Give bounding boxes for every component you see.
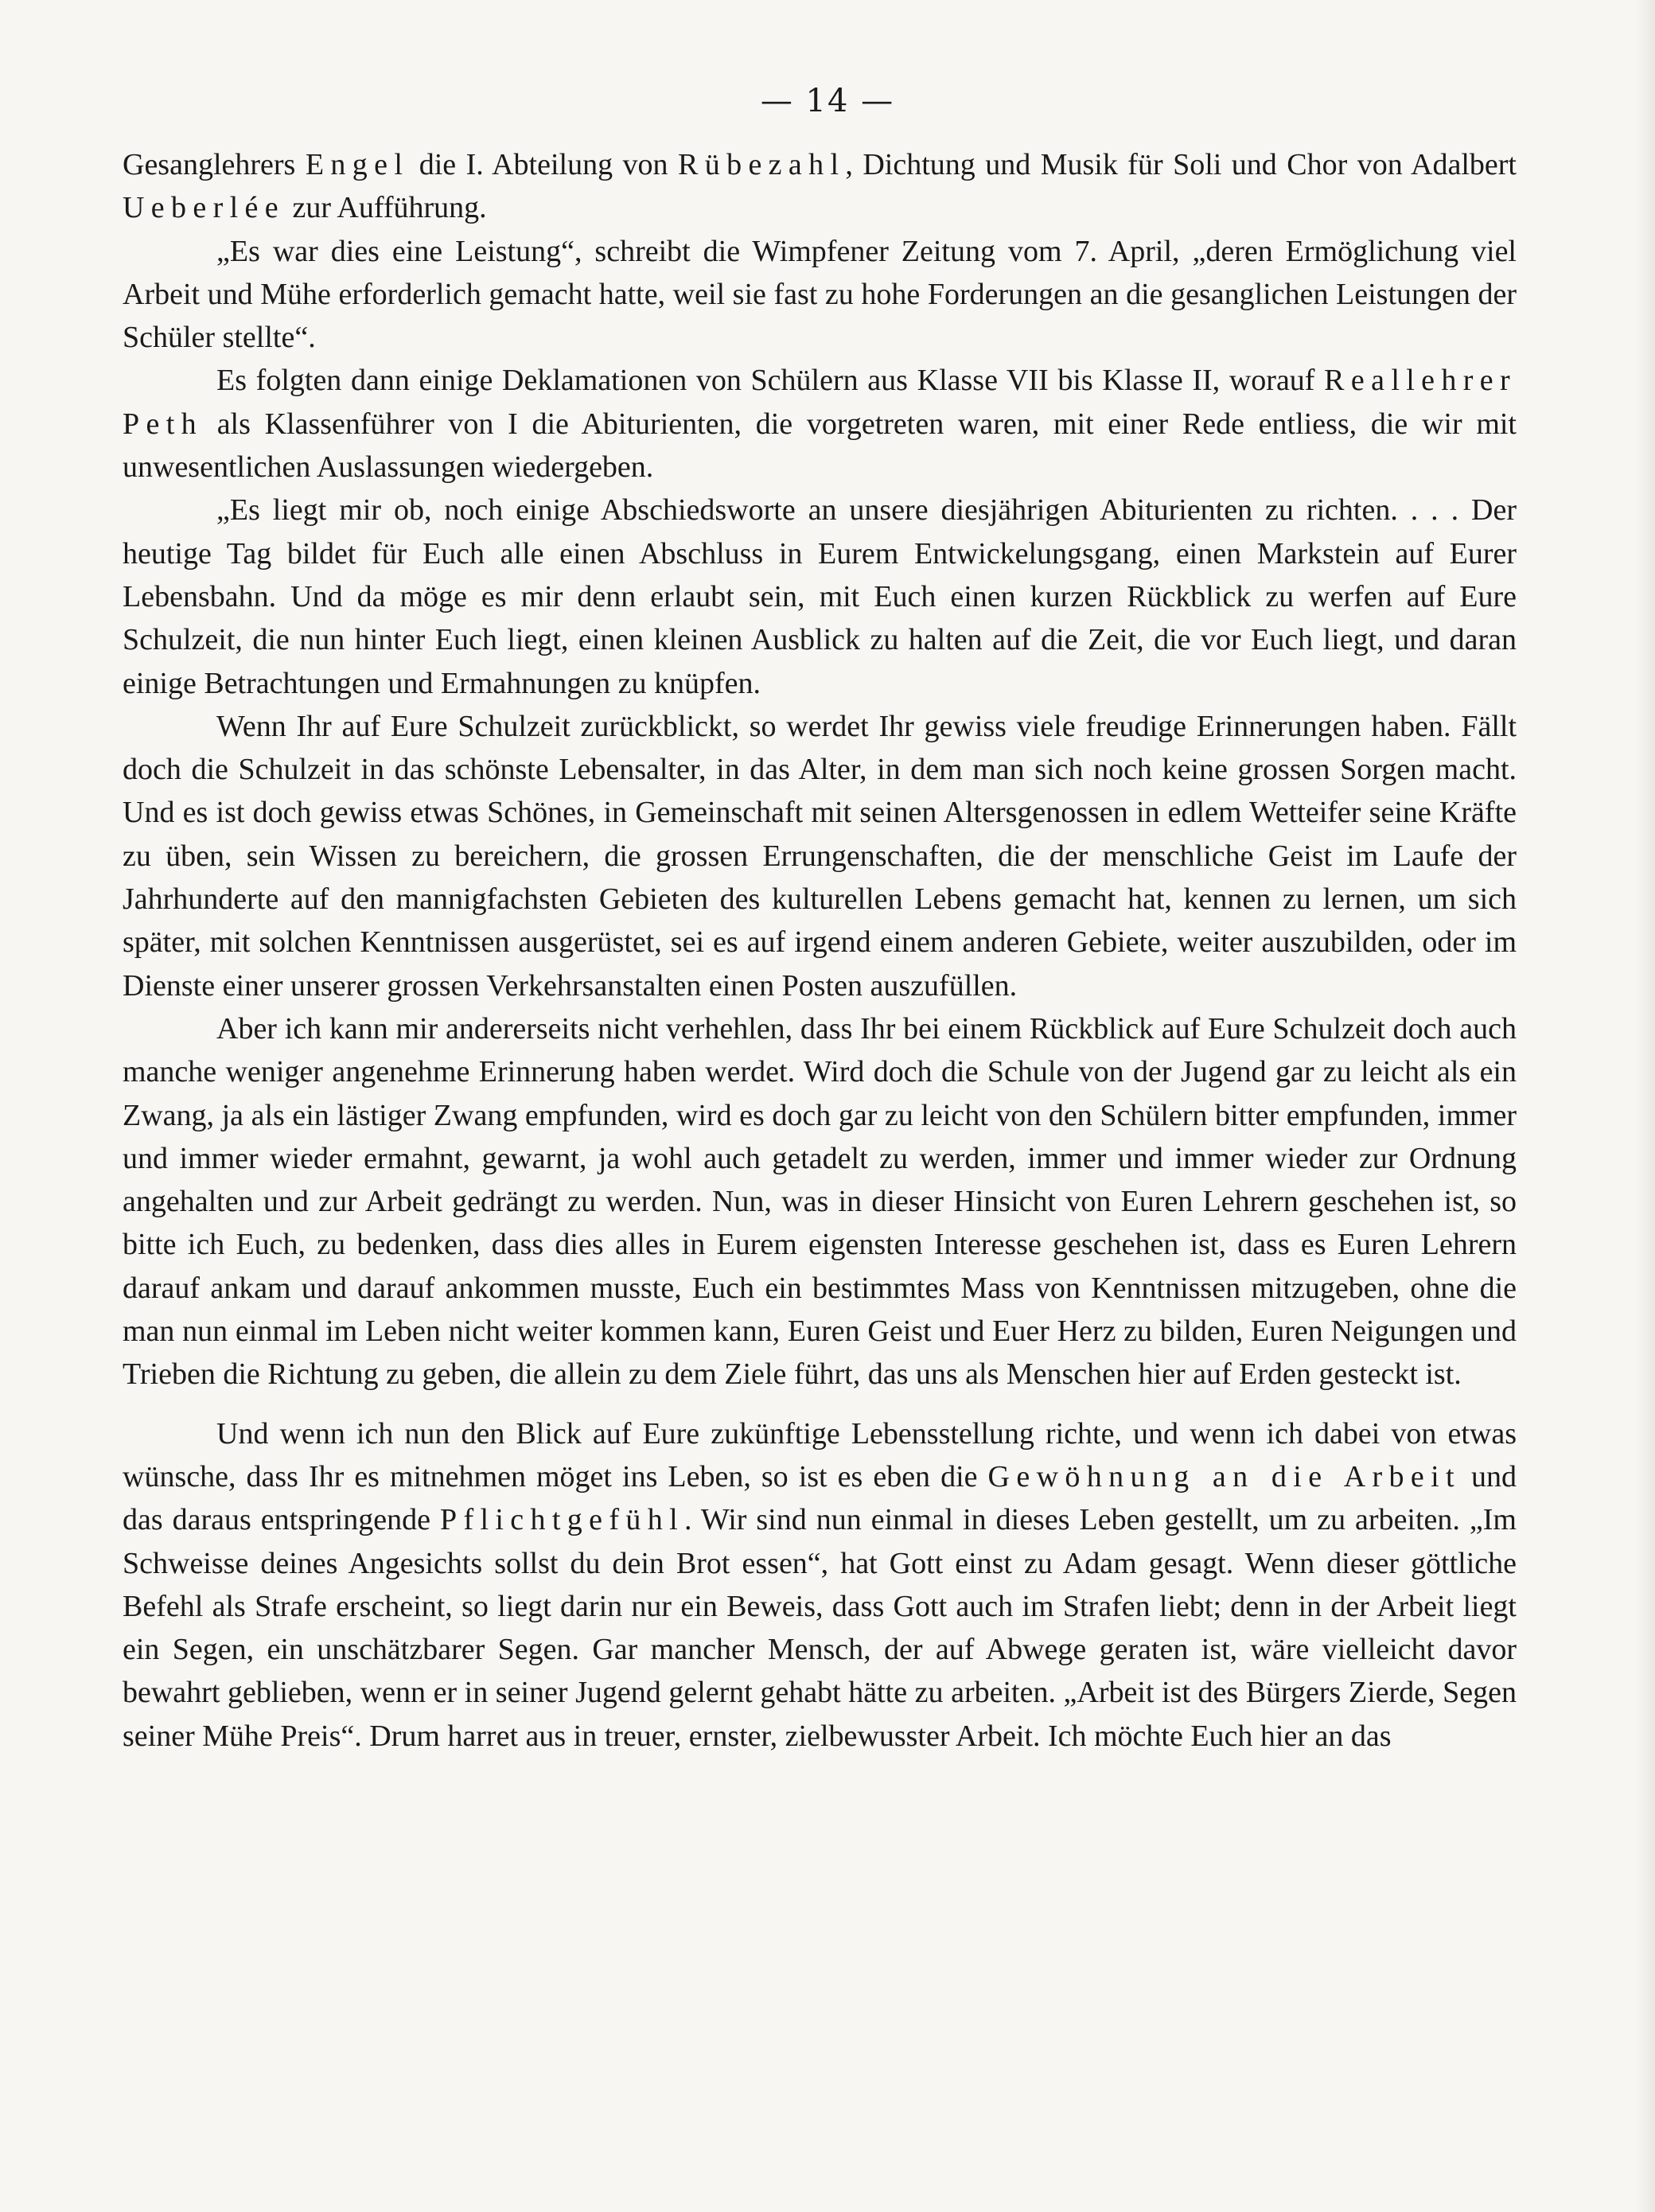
text-segment: Es folgten dann einige Deklamationen von Schülern aus Klasse VII bis Klasse II, worauf xyxy=(216,364,1325,398)
body-text xyxy=(123,143,1517,1758)
scan-edge xyxy=(1636,0,1655,2212)
text-segment: die I. Abteilung von xyxy=(409,148,679,181)
page-number: — 14 — xyxy=(760,83,895,119)
text-segment: . Wir sind nun einmal in dieses Leben gestellt, um zu arbeiten. „Im Schweisse deines Angesichts sollst du dein Brot essen“, hat Gott einst zu Adam gesagt. Wenn dieser göttliche Befehl als Strafe erscheint, so liegt darin nur ein Beweis, dass Gott auch im Strafen liebt; denn in der Arbeit liegt ein Segen, ein unschätzbarer Segen. Gar mancher Mensch, der auf Abwege geraten ist, wäre vielleicht davor bewahrt geblieben, wenn er in seiner Jugend gelernt gehabt hätte zu arbeiten. „Arbeit ist des Bürgers Zierde, Segen seiner Mühe Preis“. Drum harret aus in treuer, ernster, zielbewusster Arbeit. Ich möchte Euch hier an das xyxy=(123,1503,1517,1753)
text-segment: Gesanglehrers xyxy=(123,148,306,181)
paragraph-3 xyxy=(123,359,1517,489)
spaced-title-ruebezahl: Rübezahl xyxy=(678,148,846,181)
paragraph-6 xyxy=(123,1007,1517,1396)
spaced-name-peth: Reallehrer Peth xyxy=(123,364,1517,441)
text-segment: „Es war dies eine Leistung“, schreibt die Wimpfener Zeitung vom 7. April, „deren Ermöglichung viel Arbeit und Mühe erforderlich gemacht hatte, weil sie fast zu hohe Forderungen an die gesanglichen Leistungen der Schüler stellte“. xyxy=(123,234,1517,355)
text-segment: als Klassenführer von I die Abiturienten, die vorgetreten waren, mit einer Rede entliess, die wir mit unwesentlichen Auslassungen wiedergeben. xyxy=(123,407,1517,485)
paragraph-1 xyxy=(123,143,1517,230)
text-segment: Wenn Ihr auf Eure Schulzeit zurückblickt, so werdet Ihr gewiss viele freudige Erinnerungen haben. Fällt doch die Schulzeit in das schönste Lebensalter, in das Alter, in dem man sich noch keine grossen Sorgen macht. Und es ist doch gewiss etwas Schönes, in Gemeinschaft mit seinen Altersgenossen in edlem Wetteifer seine Kräfte zu üben, sein Wissen zu bereichern, die grossen Errungenschaften, die der menschliche Geist im Laufe der Jahrhunderte auf den mannigfachsten Gebieten des kulturellen Lebens gemacht hat, kennen zu lernen, um sich später, mit solchen Kenntnissen ausgerüstet, sei es auf irgend einem anderen Gebiete, weiter auszubilden, oder im Dienste einer unserer grossen Verkehrsanstalten einen Posten auszufüllen. xyxy=(123,709,1517,1003)
paragraph-2 xyxy=(123,230,1517,360)
text-segment: Aber ich kann mir andererseits nicht verhehlen, dass Ihr bei einem Rückblick auf Eure Schulzeit doch auch manche weniger angenehme Erinnerung haben werdet. Wird doch die Schule von der Jugend gar zu leicht als ein Zwang, ja als ein lästiger Zwang empfunden, wird es doch gar zu leicht von den Schülern bitter empfunden, immer und immer wieder ermahnt, gewarnt, ja wohl auch getadelt zu werden, immer und immer wieder zur Ordnung angehalten und zur Arbeit gedrängt zu werden. Nun, was in dieser Hinsicht von Euren Lehrern geschehen ist, so bitte ich Euch, zu bedenken, dass dies alles in Eurem eigensten Interesse geschehen ist, dass es Euren Lehrern darauf ankam und darauf ankommen musste, Euch ein bestimmtes Mass von Kenntnissen mitzugeben, ohne die man nun einmal im Leben nicht weiter kommen kann, Euren Geist und Euer Herz zu bilden, Euren Neigungen und Trieben die Richtung zu geben, die allein zu dem Ziele führt, das uns als Menschen hier auf Erden gesteckt ist. xyxy=(123,1011,1517,1392)
spaced-name-ueberlee: Ueberlée xyxy=(123,191,285,225)
spaced-word-pflichtgefuehl: Pflichtgefühl xyxy=(439,1503,685,1537)
text-segment: , Dichtung und Musik für Soli und Chor von Adalbert xyxy=(845,148,1517,181)
paragraph-5 xyxy=(123,705,1517,1007)
text-segment: Und wenn ich nun den Blick auf Eure zukünftige Lebensstellung richte, und wenn ich dabei von etwas wünsche, dass Ihr es mitnehmen möget ins Leben, so ist es eben die xyxy=(123,1416,1517,1493)
spaced-phrase-gewoehnung: Gewöhnung an die Arbeit xyxy=(987,1459,1461,1493)
text-segment: „Es liegt mir ob, noch einige Abschiedsworte an unsere diesjährigen Abiturienten zu richten. . . . Der heutige Tag bildet für Euch alle einen Abschluss in Eurem Entwickelungsgang, einen Markstein auf Eurer Lebensbahn. Und da möge es mir denn erlaubt sein, mit Euch einen kurzen Rückblick zu werfen auf Eure Schulzeit, die nun hinter Euch liegt, einen kleinen Ausblick zu halten auf die Zeit, die vor Euch liegt, und daran einige Betrachtungen und Ermahnungen zu knüpfen. xyxy=(123,493,1517,700)
paragraph-4 xyxy=(123,489,1517,704)
paragraph-7 xyxy=(123,1412,1517,1758)
spaced-name-engel: Engel xyxy=(305,148,410,181)
text-segment: und das daraus entspringende xyxy=(123,1459,1517,1537)
text-segment: zur Aufführung. xyxy=(285,191,487,225)
